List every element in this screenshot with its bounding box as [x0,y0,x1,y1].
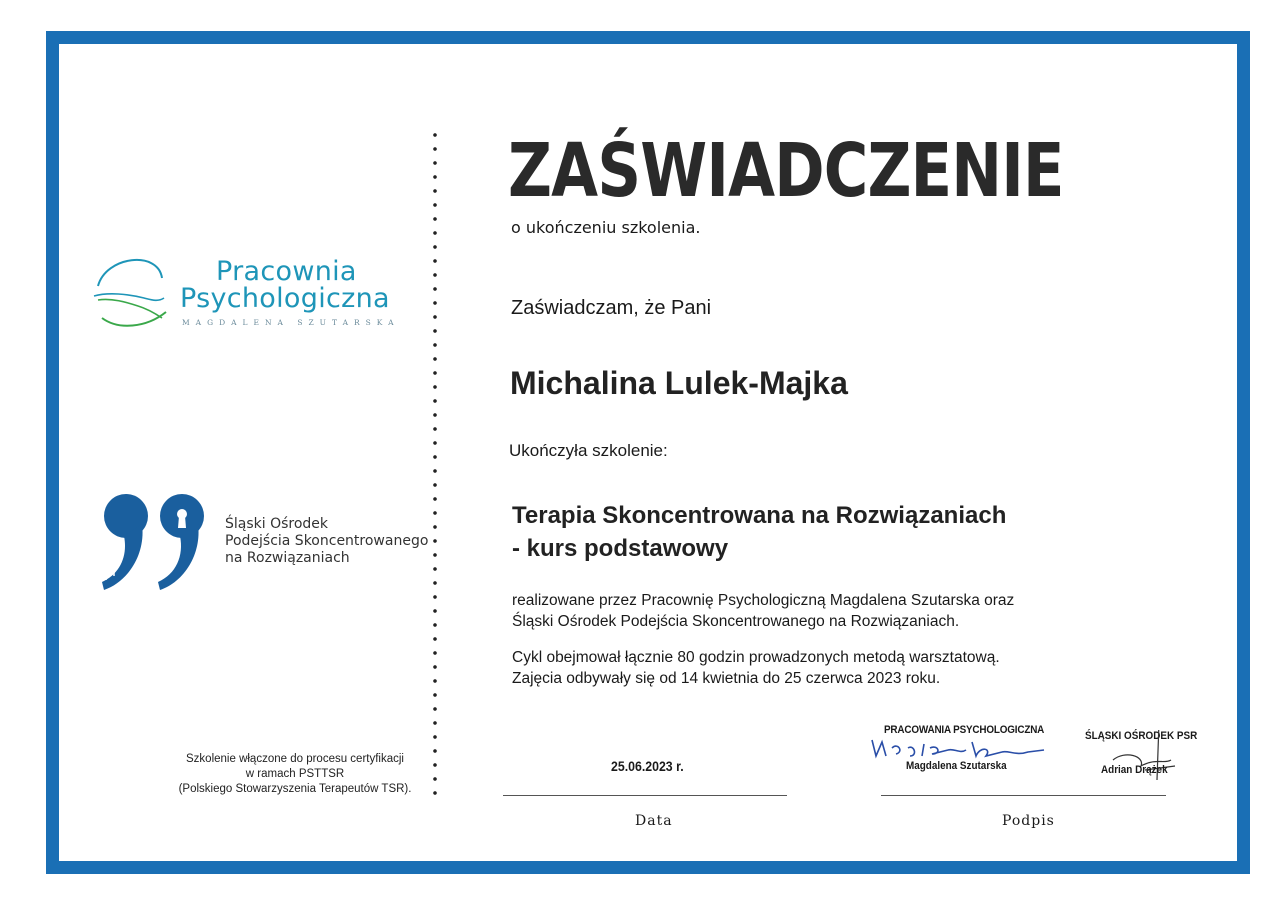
pracownia-logo [88,252,418,342]
stamp-pracownia [868,722,1048,782]
certificate-intro: Zaświadczam, że Pani [511,297,712,319]
certificate-title: ZAŚWIADCZENIE [508,128,1064,214]
course-details-line2: Zajęcia odbywały się od 14 kwietnia do 25 czerwca 2023 roku. [512,670,941,687]
pracownia-swoosh-icon [88,252,178,332]
organizers-line1: realizowane przez Pracownię Psychologiczną Magdalena Szutarska oraz [512,592,1015,609]
certification-note-line: Szkolenie włączone do procesu certyfikacji [186,753,404,765]
certification-note-line: (Polskiego Stowarzyszenia Terapeutów TSR). [178,783,412,795]
stamp2-name: Adrian Drążek [1101,764,1168,776]
stamp-slaski [1085,730,1205,786]
signature-drazek [1085,730,1205,786]
course-title [512,499,1006,565]
signature-line [881,795,1166,796]
stamp2-org: ŚLĄSKI OŚRODEK PSR [1085,730,1198,742]
logo1-subtitle: MAGDALENA SZUTARSKA [182,318,400,327]
course-title-line1: Terapia Skoncentrowana na Rozwiązaniach [512,502,1007,529]
stamp1-org: PRACOWANIA PSYCHOLOGICZNA [884,724,1045,736]
signature-szutarska [868,722,1058,782]
signature-label: Podpis [1002,813,1055,829]
certification-note [160,752,430,797]
organizers-line2: Śląski Ośrodek Podejścia Skoncentrowanego na Rozwiązaniach. [512,613,960,630]
course-title-line2: - kurs podstawowy [512,535,729,562]
quotation-keyhole-icon [98,494,218,594]
logo2-line: Śląski Ośrodek [225,516,329,532]
certification-note-line: w ramach PSTTSR [245,768,345,780]
logo2-text [225,516,445,567]
completed-label: Ukończyła szkolenie: [509,441,668,460]
date-line [503,795,787,796]
date-label: Data [635,813,673,829]
slaski-osrodek-logo [98,494,438,594]
course-details-paragraph [512,647,1072,689]
logo1-line2: Psychologiczna [180,283,390,314]
logo2-line: Podejścia Skoncentrowanego [225,533,429,549]
course-details-line1: Cykl obejmował łącznie 80 godzin prowadzonych metodą warsztatową. [512,649,1000,666]
recipient-name: Michalina Lulek-Majka [510,365,848,401]
organizers-paragraph [512,590,1072,632]
date-value: 25.06.2023 r. [611,758,684,774]
stamp1-name: Magdalena Szutarska [906,760,1007,772]
certificate-subtitle: o ukończeniu szkolenia. [511,218,701,237]
dotted-divider [432,128,438,798]
logo1-line1: Pracownia [216,256,357,287]
logo2-line: na Rozwiązaniach [225,550,350,566]
